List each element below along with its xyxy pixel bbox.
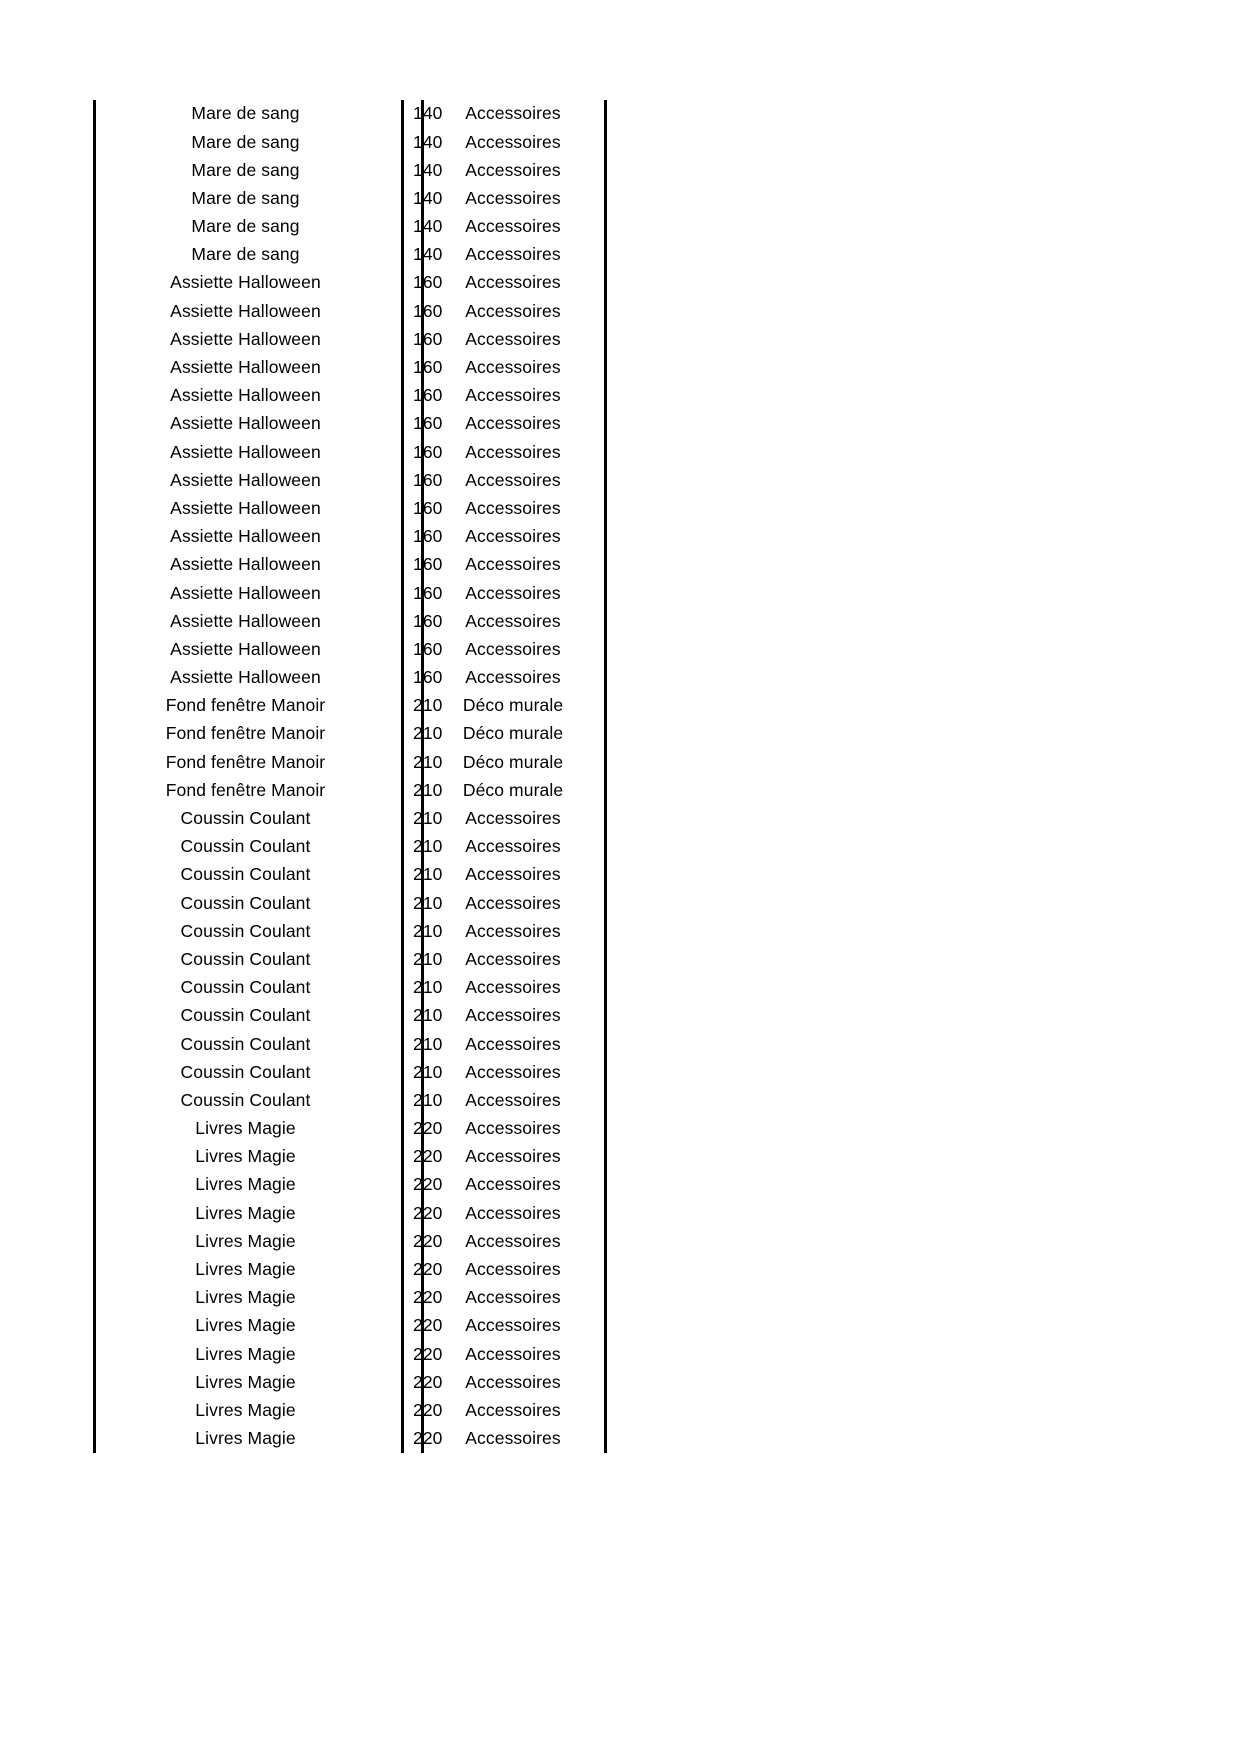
table-row (95, 1256, 606, 1284)
table-row (95, 664, 606, 692)
cell-item-category: Déco murale (423, 777, 606, 805)
table-row (95, 523, 606, 551)
cell-item-name: Livres Magie (95, 1397, 403, 1425)
cell-item-value: 210 (403, 1002, 423, 1030)
cell-item-value: 210 (403, 748, 423, 776)
cell-item-category: Accessoires (423, 1115, 606, 1143)
cell-item-category: Accessoires (423, 100, 606, 128)
table-row (95, 1058, 606, 1086)
cell-item-value: 160 (403, 297, 423, 325)
cell-item-value: 220 (403, 1199, 423, 1227)
cell-item-name: Fond fenêtre Manoir (95, 748, 403, 776)
cell-item-category: Accessoires (423, 213, 606, 241)
cell-item-category: Accessoires (423, 466, 606, 494)
table-row (95, 1087, 606, 1115)
cell-item-name: Coussin Coulant (95, 833, 403, 861)
table-row (95, 1312, 606, 1340)
cell-item-value: 220 (403, 1397, 423, 1425)
cell-item-name: Fond fenêtre Manoir (95, 692, 403, 720)
cell-item-category: Accessoires (423, 1087, 606, 1115)
table-row (95, 833, 606, 861)
table-row (95, 1368, 606, 1396)
table-row (95, 917, 606, 945)
cell-item-value: 210 (403, 1087, 423, 1115)
cell-item-category: Accessoires (423, 410, 606, 438)
cell-item-value: 160 (403, 382, 423, 410)
cell-item-category: Accessoires (423, 1312, 606, 1340)
table-row (95, 382, 606, 410)
cell-item-name: Assiette Halloween (95, 382, 403, 410)
cell-item-value: 220 (403, 1115, 423, 1143)
table-row (95, 495, 606, 523)
cell-item-name: Assiette Halloween (95, 354, 403, 382)
cell-item-value: 210 (403, 692, 423, 720)
cell-item-category: Accessoires (423, 946, 606, 974)
cell-item-category: Accessoires (423, 1340, 606, 1368)
cell-item-value: 160 (403, 354, 423, 382)
cell-item-name: Coussin Coulant (95, 974, 403, 1002)
cell-item-name: Livres Magie (95, 1368, 403, 1396)
cell-item-name: Fond fenêtre Manoir (95, 720, 403, 748)
cell-item-name: Livres Magie (95, 1115, 403, 1143)
cell-item-name: Assiette Halloween (95, 664, 403, 692)
cell-item-value: 160 (403, 495, 423, 523)
cell-item-value: 220 (403, 1425, 423, 1453)
cell-item-name: Mare de sang (95, 100, 403, 128)
cell-item-category: Déco murale (423, 720, 606, 748)
cell-item-value: 210 (403, 833, 423, 861)
cell-item-category: Accessoires (423, 805, 606, 833)
cell-item-value: 160 (403, 466, 423, 494)
cell-item-value: 160 (403, 636, 423, 664)
table-row (95, 692, 606, 720)
cell-item-name: Livres Magie (95, 1284, 403, 1312)
cell-item-category: Accessoires (423, 1284, 606, 1312)
table-row (95, 241, 606, 269)
cell-item-name: Assiette Halloween (95, 438, 403, 466)
cell-item-category: Accessoires (423, 326, 606, 354)
cell-item-category: Accessoires (423, 523, 606, 551)
cell-item-name: Coussin Coulant (95, 805, 403, 833)
cell-item-value: 220 (403, 1312, 423, 1340)
table-row (95, 410, 606, 438)
cell-item-category: Accessoires (423, 128, 606, 156)
cell-item-value: 220 (403, 1228, 423, 1256)
cell-item-category: Accessoires (423, 1228, 606, 1256)
cell-item-category: Accessoires (423, 1256, 606, 1284)
table-row (95, 748, 606, 776)
cell-item-category: Accessoires (423, 1368, 606, 1396)
cell-item-name: Assiette Halloween (95, 269, 403, 297)
table-body (95, 100, 606, 1453)
cell-item-value: 210 (403, 1030, 423, 1058)
cell-item-value: 160 (403, 664, 423, 692)
cell-item-value: 220 (403, 1368, 423, 1396)
cell-item-name: Coussin Coulant (95, 861, 403, 889)
table-row (95, 128, 606, 156)
table-row (95, 579, 606, 607)
table-row (95, 1340, 606, 1368)
table-row (95, 636, 606, 664)
cell-item-value: 140 (403, 156, 423, 184)
table-row (95, 1397, 606, 1425)
cell-item-name: Assiette Halloween (95, 579, 403, 607)
cell-item-category: Accessoires (423, 636, 606, 664)
cell-item-value: 140 (403, 128, 423, 156)
cell-item-name: Fond fenêtre Manoir (95, 777, 403, 805)
cell-item-value: 160 (403, 410, 423, 438)
table-row (95, 100, 606, 128)
cell-item-category: Accessoires (423, 269, 606, 297)
table-row (95, 297, 606, 325)
cell-item-name: Mare de sang (95, 185, 403, 213)
table-row (95, 185, 606, 213)
cell-item-name: Livres Magie (95, 1340, 403, 1368)
table-row (95, 1284, 606, 1312)
cell-item-value: 210 (403, 917, 423, 945)
table-row (95, 861, 606, 889)
cell-item-category: Accessoires (423, 1058, 606, 1086)
table-row (95, 1228, 606, 1256)
table-row (95, 607, 606, 635)
cell-item-category: Accessoires (423, 1397, 606, 1425)
cell-item-value: 160 (403, 551, 423, 579)
cell-item-value: 220 (403, 1256, 423, 1284)
cell-item-value: 140 (403, 241, 423, 269)
cell-item-value: 140 (403, 213, 423, 241)
cell-item-name: Livres Magie (95, 1312, 403, 1340)
table-row (95, 946, 606, 974)
cell-item-category: Accessoires (423, 438, 606, 466)
table-row (95, 1002, 606, 1030)
cell-item-value: 210 (403, 889, 423, 917)
cell-item-value: 220 (403, 1143, 423, 1171)
table-row (95, 326, 606, 354)
cell-item-category: Accessoires (423, 1425, 606, 1453)
table-row (95, 438, 606, 466)
cell-item-value: 160 (403, 523, 423, 551)
cell-item-category: Accessoires (423, 551, 606, 579)
cell-item-category: Accessoires (423, 156, 606, 184)
cell-item-name: Assiette Halloween (95, 297, 403, 325)
table-row (95, 269, 606, 297)
cell-item-name: Mare de sang (95, 241, 403, 269)
cell-item-category: Accessoires (423, 354, 606, 382)
table-row (95, 551, 606, 579)
cell-item-value: 220 (403, 1171, 423, 1199)
cell-item-name: Livres Magie (95, 1256, 403, 1284)
table-row (95, 1425, 606, 1453)
cell-item-value: 210 (403, 805, 423, 833)
cell-item-name: Coussin Coulant (95, 1002, 403, 1030)
cell-item-value: 210 (403, 946, 423, 974)
cell-item-name: Mare de sang (95, 156, 403, 184)
cell-item-category: Déco murale (423, 692, 606, 720)
table-row (95, 1030, 606, 1058)
cell-item-name: Assiette Halloween (95, 523, 403, 551)
cell-item-category: Accessoires (423, 607, 606, 635)
table-row (95, 889, 606, 917)
table-container (93, 100, 606, 1453)
cell-item-category: Accessoires (423, 861, 606, 889)
cell-item-category: Accessoires (423, 1171, 606, 1199)
cell-item-name: Livres Magie (95, 1171, 403, 1199)
cell-item-value: 220 (403, 1284, 423, 1312)
cell-item-name: Coussin Coulant (95, 1058, 403, 1086)
cell-item-value: 210 (403, 1058, 423, 1086)
cell-item-name: Coussin Coulant (95, 917, 403, 945)
table-row (95, 777, 606, 805)
cell-item-category: Déco murale (423, 748, 606, 776)
cell-item-name: Livres Magie (95, 1228, 403, 1256)
cell-item-name: Assiette Halloween (95, 636, 403, 664)
cell-item-name: Assiette Halloween (95, 326, 403, 354)
cell-item-name: Coussin Coulant (95, 1087, 403, 1115)
table-row (95, 974, 606, 1002)
cell-item-value: 210 (403, 777, 423, 805)
cell-item-value: 210 (403, 861, 423, 889)
cell-item-name: Assiette Halloween (95, 466, 403, 494)
table-row (95, 720, 606, 748)
table-row (95, 805, 606, 833)
cell-item-value: 140 (403, 100, 423, 128)
table-row (95, 1115, 606, 1143)
cell-item-category: Accessoires (423, 974, 606, 1002)
cell-item-category: Accessoires (423, 579, 606, 607)
cell-item-name: Assiette Halloween (95, 551, 403, 579)
table-row (95, 354, 606, 382)
cell-item-name: Livres Magie (95, 1425, 403, 1453)
cell-item-value: 140 (403, 185, 423, 213)
cell-item-value: 160 (403, 607, 423, 635)
table-row (95, 213, 606, 241)
cell-item-category: Accessoires (423, 1002, 606, 1030)
table-row (95, 1199, 606, 1227)
inventory-table (93, 100, 607, 1453)
cell-item-category: Accessoires (423, 241, 606, 269)
cell-item-category: Accessoires (423, 495, 606, 523)
table-row (95, 156, 606, 184)
cell-item-value: 220 (403, 1340, 423, 1368)
cell-item-name: Mare de sang (95, 128, 403, 156)
cell-item-category: Accessoires (423, 833, 606, 861)
cell-item-category: Accessoires (423, 1199, 606, 1227)
cell-item-name: Coussin Coulant (95, 1030, 403, 1058)
cell-item-value: 160 (403, 269, 423, 297)
cell-item-value: 210 (403, 720, 423, 748)
cell-item-name: Coussin Coulant (95, 946, 403, 974)
table-row (95, 1143, 606, 1171)
cell-item-name: Assiette Halloween (95, 410, 403, 438)
cell-item-name: Coussin Coulant (95, 889, 403, 917)
cell-item-category: Accessoires (423, 185, 606, 213)
cell-item-category: Accessoires (423, 1030, 606, 1058)
cell-item-value: 210 (403, 974, 423, 1002)
cell-item-value: 160 (403, 438, 423, 466)
cell-item-value: 160 (403, 326, 423, 354)
cell-item-name: Assiette Halloween (95, 495, 403, 523)
cell-item-name: Assiette Halloween (95, 607, 403, 635)
cell-item-category: Accessoires (423, 889, 606, 917)
cell-item-name: Livres Magie (95, 1143, 403, 1171)
table-row (95, 466, 606, 494)
cell-item-name: Mare de sang (95, 213, 403, 241)
table-row (95, 1171, 606, 1199)
cell-item-category: Accessoires (423, 382, 606, 410)
cell-item-value: 160 (403, 579, 423, 607)
cell-item-category: Accessoires (423, 664, 606, 692)
cell-item-category: Accessoires (423, 1143, 606, 1171)
cell-item-category: Accessoires (423, 917, 606, 945)
cell-item-category: Accessoires (423, 297, 606, 325)
cell-item-name: Livres Magie (95, 1199, 403, 1227)
